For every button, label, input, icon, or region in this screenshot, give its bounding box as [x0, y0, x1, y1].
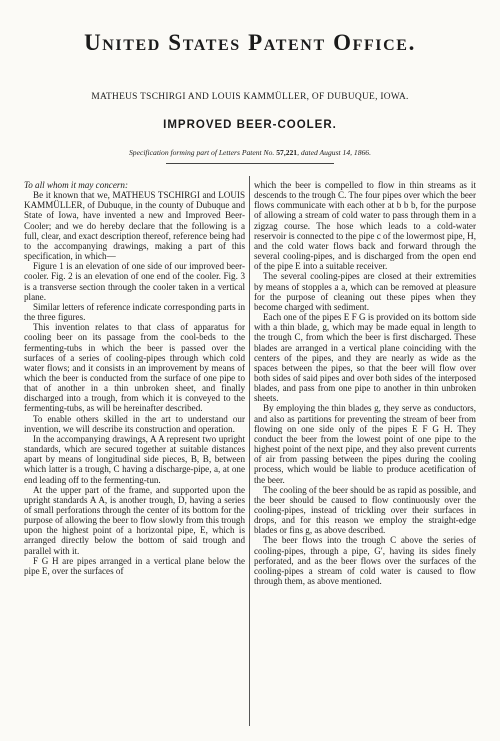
- left-column: [24, 180, 245, 728]
- paragraph: The several cooling-pipes are closed at their extremities by means of stopples a a, which can be removed at pleasure for the purpose of cleaning out these pipes when they become charged with sediment.: [254, 271, 476, 312]
- paragraph: which the beer is compelled to flow in thin streams as it descends to the trough C. The four pipes over which the beer flows communicate with each other at b b b, for the purpose of allowing a stream of cold water to pass through them in a zigzag course. The hose which leads to a cold-water reservoir is connected to the pipe c of the lowermost pipe, H, and the cold water flows back and forward through the several cooling-pipes, and is discharged from the open end of the pipe E into a suitable receiver.: [254, 180, 476, 272]
- right-column: [254, 180, 476, 728]
- spec-suffix: , dated August 14, 1866.: [297, 148, 372, 157]
- paragraph: Similar letters of reference indicate corresponding parts in the three figures.: [24, 301, 245, 323]
- paragraph: F G H are pipes arranged in a vertical plane below the pipe E, over the surfaces of: [24, 555, 245, 576]
- spec-prefix: Specification forming part of Letters Patent No.: [128, 148, 275, 157]
- inventors-line: MATHEUS TSCHIRGI AND LOUIS KAMMÜLLER, OF DUBUQUE, IOWA.: [91, 92, 409, 102]
- paragraph: Each one of the pipes E F G is provided on its bottom side with a thin blade, g, which may be made equal in length to the trough C, from which the beer is first discharged. These blades are arranged in a vertical plane coinciding with the centers of the pipes, and they are nearly as wide as the spaces between the pipes, so that the beer will flow over both sides of said pipes and over both sides of the interposed blades, and pass from one pipe to another in thin unbroken sheets.: [254, 312, 476, 404]
- paragraph: By employing the thin blades g, they serve as conductors, and also as partitions for preventing the stream of beer from flowing on one side only of the pipes E F G H. They conduct the beer from the lowest point of one pipe to the highest point of the next pipe, and they also prevent currents of air from passing between the pipes during the cooling process, which would be liable to produce acetification of the beer.: [254, 403, 476, 485]
- paragraph: Figure 1 is an elevation of one side of our improved beer-cooler. Fig. 2 is an elevation of one end of the cooler. Fig. 3 is a transverse section through the cooler taken in a vertical plane.: [24, 261, 245, 302]
- paragraph: At the upper part of the frame, and supported upon the upright standards A A, is another trough, D, having a series of small perforations through the center of its bottom for the purpose of allowing the beer to flow slowly from this trough upon the highest point of a horizontal pipe, E, which is arranged directly below the bottom of said trough and parallel with it.: [24, 484, 245, 556]
- invention-title: IMPROVED BEER-COOLER.: [163, 119, 337, 131]
- patent-number: 57,221: [276, 148, 298, 157]
- paragraph: The cooling of the beer should be as rapid as possible, and the beer should be caused to flow continuously over the cooling-pipes, instead of trickling over their surfaces in drops, and for this reason we employ the straight-edge blades or fins g, as above described.: [254, 484, 476, 536]
- column-divider: [249, 176, 250, 726]
- paragraph: To enable others skilled in the art to understand our invention, we will describe its construction and operation.: [24, 413, 245, 434]
- salutation: To all whom it may concern:: [24, 180, 128, 190]
- paragraph: The beer flows into the trough C above the series of cooling-pipes, through a pipe, G′, having its sides finely perforated, and as the beer flows over the surfaces of the cooling-pipes a stream of cold water is caused to flow through them, as above mentioned.: [254, 535, 476, 587]
- header-rule: [166, 163, 334, 164]
- paragraph: This invention relates to that class of apparatus for cooling beer on its passage from the cool-beds to the fermenting-tubs in which the beer is passed over the surfaces of a series of cooling-pipes through which cold water flows; and it consists in an improvement by means of which the beer is conducted from the surface of one pipe to that of another in a thin unbroken sheet, and finally discharged into a trough, from which it is conveyed to the fermenting-tubs, as will be hereinafter described.: [24, 322, 245, 414]
- paragraph: In the accompanying drawings, A A represent two upright standards, which are secured together at suitable distances apart by means of longitudinal side pieces, B, B, between which latter is a trough, C having a discharge-pipe, a, at one end leading off to the fermenting-tun.: [24, 433, 245, 485]
- paragraph: Be it known that we, MATHEUS TSCHIRGI and LOUIS KAMMÜLLER, of Dubuque, in the county of Dubuque and State of Iowa, have invented a new and Improved Beer-Cooler; and we do hereby declare that the following is a full, clear, and exact description thereof, reference being had to the accompanying drawings, making a part of this specification, in which—: [24, 190, 245, 262]
- specification-line: [0, 148, 500, 157]
- office-heading: United States Patent Office.: [84, 30, 416, 55]
